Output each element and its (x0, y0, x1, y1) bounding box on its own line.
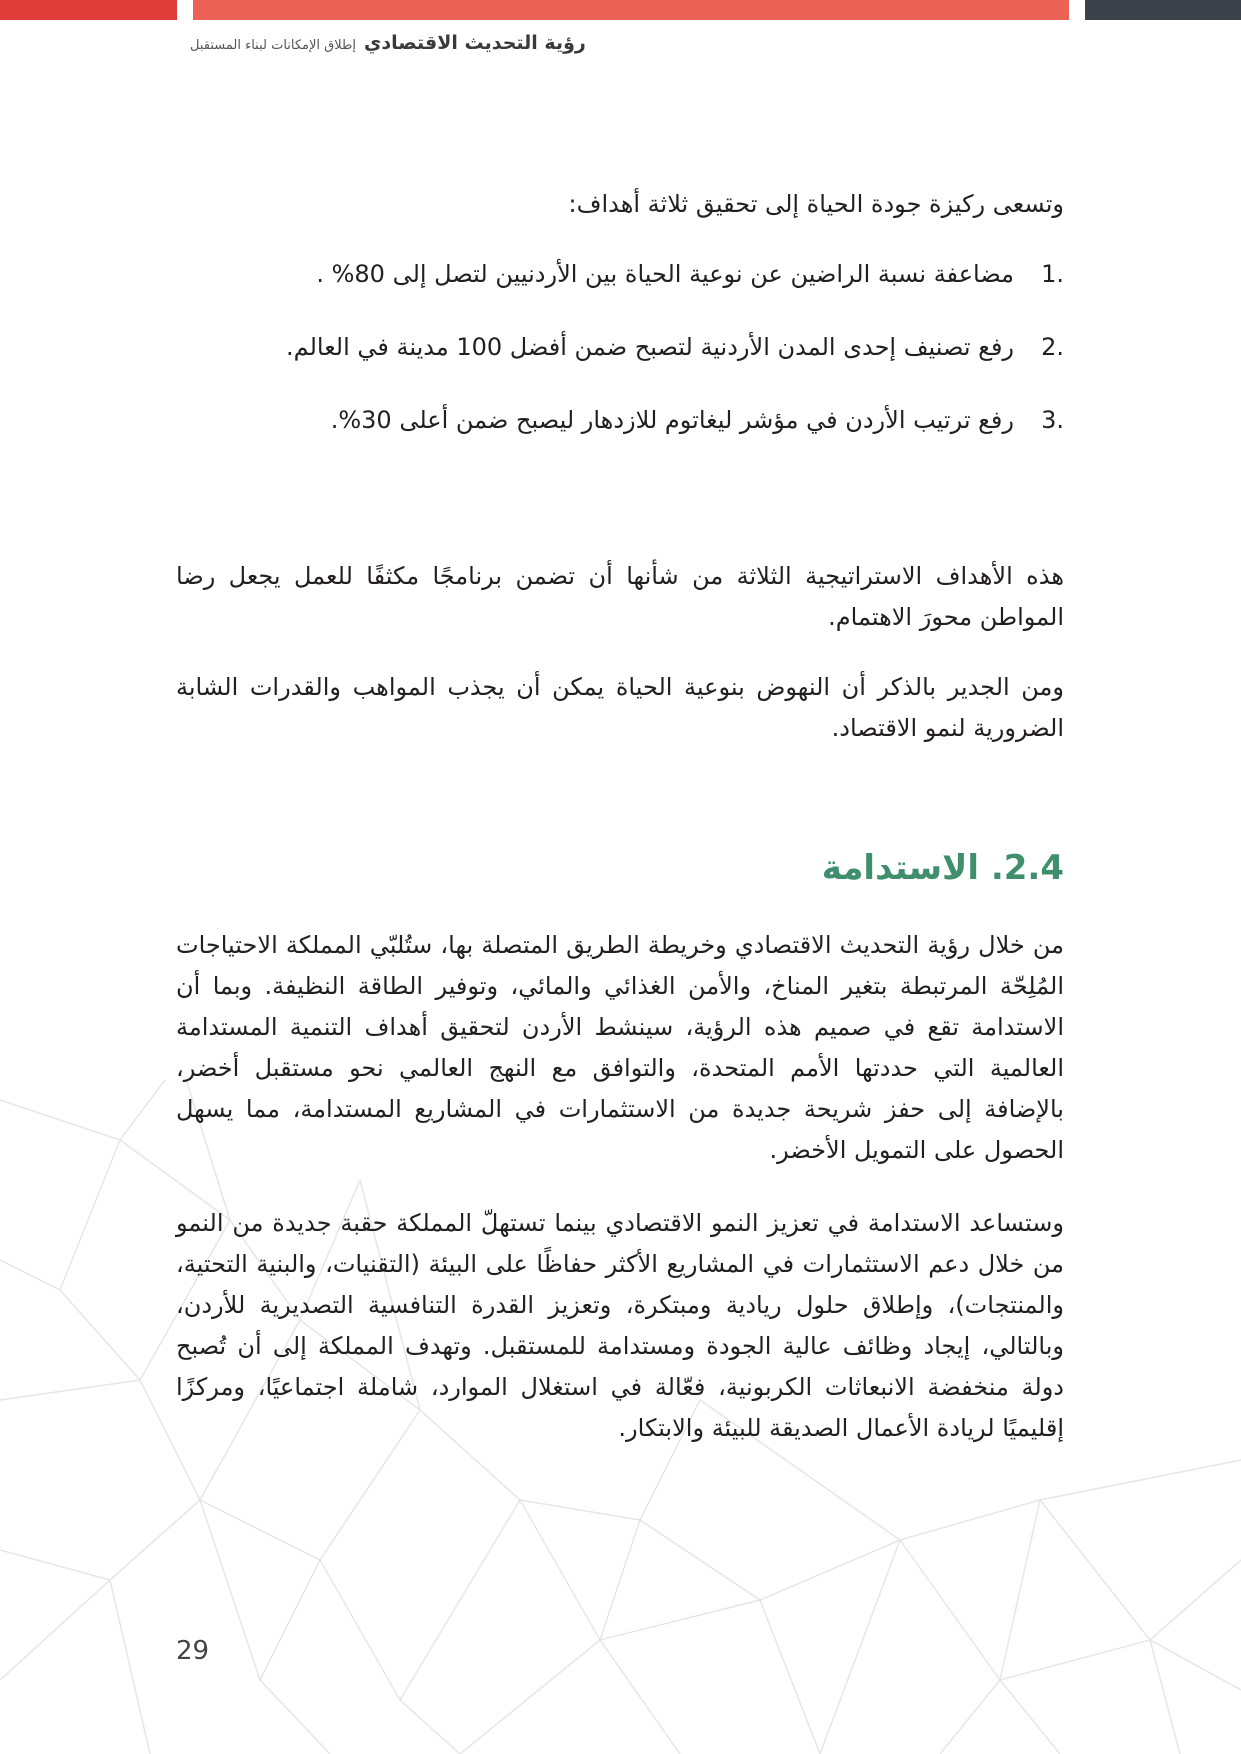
header-title: رؤية التحديث الاقتصادي (363, 32, 586, 54)
intro-paragraph: وتسعى ركيزة جودة الحياة إلى تحقيق ثلاثة أهداف: (568, 190, 1064, 218)
list-text: رفع ترتيب الأردن في مؤشر ليغاتوم للازدهار ليصبح ضمن أعلى 30%. (330, 406, 1014, 434)
paragraph-growth: وستساعد الاستدامة في تعزيز النمو الاقتصادي بينما تستهلّ المملكة حقبة جديدة من النمو من خلال دعم الاستثمارات في المشاريع الأكثر حفاظًا على البيئة (التقنيات، والبنية التحتية، والمنتجات)، وإطلاق حلول ريادية ومبتكرة، وتعزيز القدرة التنافسية التصديرية للأردن، وبالتالي، إيجاد وظائف عالية الجودة ومستدامة للمستقبل. وتهدف المملكة إلى أن تُصبح دولة منخفضة الانبعاثات الكربونية، فعّالة في استغلال الموارد، شاملة اجتماعيًا، ومركزًا إقليميًا لريادة الأعمال الصديقة للبيئة والابتكار. (176, 1209, 1064, 1442)
section-heading: 2.4. الاستدامة (821, 848, 1064, 888)
list-text: رفع تصنيف إحدى المدن الأردنية لتصبح ضمن أفضل 100 مدينة في العالم. (285, 333, 1014, 361)
goals-list (176, 254, 1064, 473)
list-text: مضاعفة نسبة الراضين عن نوعية الحياة بين الأردنيين لتصل إلى 80% . (316, 260, 1014, 288)
paragraph-goals-summary: هذه الأهداف الاستراتيجية الثلاثة من شأنها أن تضمن برنامجًا مكثفًا للعمل يجعل رضا المواطن محورَ الاهتمام. (176, 562, 1064, 631)
list-number: 2. (1041, 333, 1064, 361)
list-number: 1. (1041, 260, 1064, 288)
paragraph-talent: ومن الجدير بالذكر أن النهوض بنوعية الحياة يمكن أن يجذب المواهب والقدرات الشابة الضرورية لنمو الاقتصاد. (176, 673, 1064, 742)
list-item (176, 327, 1064, 368)
list-number: 3. (1041, 406, 1064, 434)
top-bar-dark (1085, 0, 1241, 20)
page-number: 29 (176, 1636, 210, 1666)
list-item (176, 400, 1064, 441)
list-item (176, 254, 1064, 295)
paragraph-sustainability: من خلال رؤية التحديث الاقتصادي وخريطة الطريق المتصلة بها، ستُلبّي المملكة الاحتياجات المُلِحّة المرتبطة بتغير المناخ، والأمن الغذائي والمائي، وتوفير الطاقة النظيفة. وبما أن الاستدامة تقع في صميم هذه الرؤية، سينشط الأردن لتحقيق أهداف التنمية المستدامة العالمية التي حددتها الأمم المتحدة، والتوافق مع النهج العالمي نحو مستقبل أخضر، بالإضافة إلى حفز شريحة جديدة من الاستثمارات في المشاريع المستدامة، مما يسهل الحصول على التمويل الأخضر. (176, 931, 1064, 1164)
header-subtitle: إطلاق الإمكانات لبناء المستقبل (190, 38, 356, 53)
top-bar-red (0, 0, 177, 20)
running-header (190, 32, 640, 58)
top-bar-coral (193, 0, 1069, 20)
